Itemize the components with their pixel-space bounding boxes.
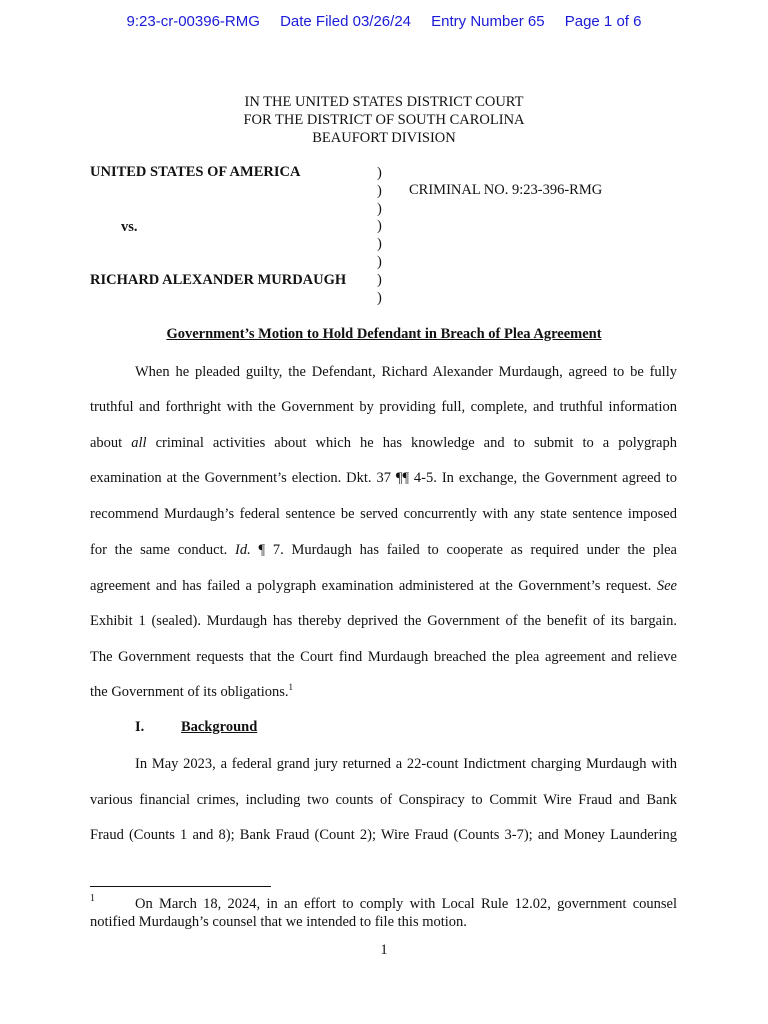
caption-paren: ) <box>377 289 382 306</box>
page-number: 1 <box>380 942 388 958</box>
paragraph-1-line-9: The Government requests that the Court find Murdaugh breached the plea agreement and relieve <box>90 649 677 665</box>
caption-paren: ) <box>377 200 382 217</box>
caption-plaintiff: UNITED STATES OF AMERICA <box>90 164 301 180</box>
court-heading <box>0 93 768 147</box>
footnote-line-2: notified Murdaugh’s counsel that we intended to file this motion. <box>90 914 467 930</box>
paragraph-2-line-1: In May 2023, a federal grand jury returned a 22-count Indictment charging Murdaugh with <box>135 756 677 772</box>
paragraph-1-line-10: the Government of its obligations.$^1$ <box>90 682 294 700</box>
paragraph-1-line-1: When he pleaded guilty, the Defendant, Richard Alexander Murdaugh, agreed to be fully <box>135 364 677 380</box>
caption-paren: ) <box>377 253 382 270</box>
ecf-header <box>0 13 768 30</box>
paragraph-1-line-7: agreement and has failed a polygraph examination administered at the Government’s request. See <box>90 578 677 594</box>
citation-id: Id. <box>235 542 251 558</box>
emphasis-all: all <box>131 435 147 451</box>
footnote-line-1: On March 18, 2024, in an effort to comply with Local Rule 12.02, government counsel <box>135 896 677 912</box>
paragraph-1-line-8: Exhibit 1 (sealed). Murdaugh has thereby deprived the Government of the benefit of its bargain. <box>90 613 677 629</box>
caption-paren: ) <box>377 271 382 288</box>
motion-title: Government’s Motion to Hold Defendant in Breach of Plea Agreement <box>166 326 602 342</box>
section-number: I. <box>135 719 145 735</box>
section-title: Background <box>181 719 258 735</box>
caption-paren: ) <box>377 218 382 235</box>
paragraph-1-line-5: recommend Murdaugh’s federal sentence be served concurrently with any state sentence imposed <box>90 506 677 522</box>
footnote-reference[interactable]: 1 <box>288 682 294 693</box>
caption-paren: ) <box>377 182 382 199</box>
footnote-divider <box>90 886 271 887</box>
citation-see: See <box>656 578 677 594</box>
caption-defendant: RICHARD ALEXANDER MURDAUGH <box>90 272 347 288</box>
paragraph-1-line-4: examination at the Government’s election. Dkt. 37 ¶¶ 4-5. In exchange, the Government agreed to <box>90 470 677 486</box>
paragraph-1-line-6: for the same conduct. Id. ¶ 7. Murdaugh has failed to cooperate as required under the plea <box>90 542 677 558</box>
paragraph-2-line-3: Fraud (Counts 1 and 8); Bank Fraud (Count 2); Wire Fraud (Counts 3-7); and Money Laundering <box>90 827 677 843</box>
paragraph-2-line-2: various financial crimes, including two counts of Conspiracy to Commit Wire Fraud and Bank <box>90 792 677 808</box>
paragraph-1-line-2: truthful and forthright with the Government by providing full, complete, and truthful information <box>90 399 677 415</box>
paragraph-1-line-3: about all criminal activities about which he has knowledge and to submit to a polygraph <box>90 435 677 451</box>
page-indicator: Page 1 of 6 <box>564 13 642 30</box>
caption-versus: vs. <box>121 219 138 235</box>
date-filed: Date Filed 03/26/24 <box>280 13 411 30</box>
criminal-number: CRIMINAL NO. 9:23-396-RMG <box>409 182 603 198</box>
court-line-3: BEAUFORT DIVISION <box>312 130 456 146</box>
court-line-1: IN THE UNITED STATES DISTRICT COURT <box>244 94 524 110</box>
caption-parentheses <box>377 165 382 307</box>
case-number: 9:23-cr-00396-RMG <box>126 13 260 30</box>
caption-paren: ) <box>377 165 382 181</box>
caption-paren: ) <box>377 236 382 253</box>
entry-number: Entry Number 65 <box>431 13 545 30</box>
footnote-mark: 1 <box>90 893 95 904</box>
court-line-2: FOR THE DISTRICT OF SOUTH CAROLINA <box>243 112 525 128</box>
